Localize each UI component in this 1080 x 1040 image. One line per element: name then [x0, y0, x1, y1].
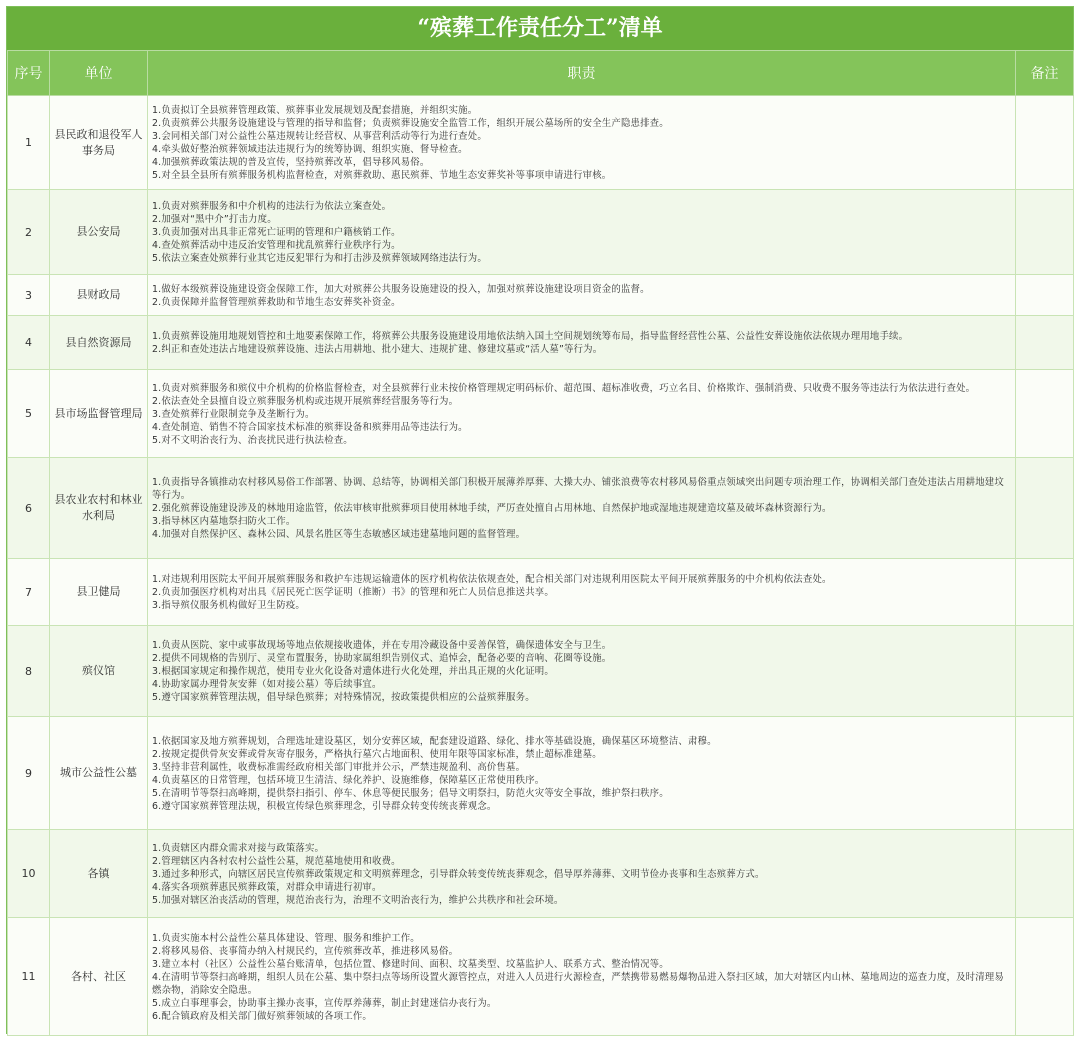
duty-item: 1.依据国家及地方殡葬规划，合理选址建设墓区，划分安葬区域，配套建设道路、绿化、排水等基础设施，确保墓区环境整洁、肃穆。 — [152, 735, 717, 747]
header-duty: 职责 — [148, 51, 1016, 96]
duty-item: 2.提供不同规格的告别厅、灵堂布置服务，协助家属组织告别仪式、追悼会，配备必要的音响、花圈等设施。 — [152, 653, 612, 664]
row-seq: 5 — [8, 370, 50, 458]
table-header-row — [8, 51, 1074, 96]
duty-item: 4.牵头做好整治殡葬领域违法违规行为的统筹协调、组织实施、督导检查。 — [152, 144, 468, 155]
duty-item: 2.纠正和查处违法占地建设殡葬设施、违法占用耕地、批小建大、违规扩建、修建坟墓或“活人墓”等行为。 — [152, 344, 603, 355]
duty-item: 4.负责墓区的日常管理，包括环境卫生清洁、绿化养护、设施维修，保障墓区正常使用秩序。 — [152, 774, 545, 786]
table-row — [8, 96, 1074, 190]
row-duties — [148, 190, 1016, 275]
header-unit: 单位 — [50, 51, 148, 96]
row-unit: 殡仪馆 — [50, 626, 148, 717]
responsibility-sheet — [6, 6, 1074, 1034]
row-unit: 县财政局 — [50, 275, 148, 316]
duty-item: 3.负责加强对出具非正常死亡证明的管理和户籍核销工作。 — [152, 227, 401, 238]
row-seq: 6 — [8, 458, 50, 559]
row-seq: 11 — [8, 918, 50, 1036]
duty-item: 4.在清明节等祭扫高峰期，组织人员在公墓、集中祭扫点等场所设置火源管控点，对进入人员进行火源检查，严禁携带易燃易爆物品进入祭扫区域，加大对辖区内山林、墓地周边的巡查力度，及时清理易燃杂物，消除安全隐患。 — [152, 971, 1004, 996]
row-seq: 8 — [8, 626, 50, 717]
table-row — [8, 316, 1074, 370]
row-duties — [148, 275, 1016, 316]
row-note — [1016, 370, 1074, 458]
row-seq: 2 — [8, 190, 50, 275]
duty-item: 3.查处殡葬行业限制竞争及垄断行为。 — [152, 408, 315, 420]
duty-item: 3.根据国家规定和操作规范，使用专业火化设备对遗体进行火化处理，并出具正规的火化证明。 — [152, 666, 554, 677]
row-duties — [148, 626, 1016, 717]
duty-item: 1.负责指导各镇推动农村移风易俗工作部署、协调、总结等，协调相关部门积极开展薄养厚葬、大操大办、铺张浪费等农村移风易俗重点领域突出问题专项治理工作，协调相关部门查处违法占用耕地建坟等行为。 — [152, 477, 1004, 501]
row-duties — [148, 316, 1016, 370]
table-row — [8, 458, 1074, 559]
duty-item: 5.依法立案查处殡葬行业其它违反犯罪行为和打击涉及殡葬领域网络违法行为。 — [152, 253, 487, 264]
row-seq: 7 — [8, 559, 50, 626]
table-row — [8, 717, 1074, 830]
duty-item: 4.查处制造、销售不符合国家技术标准的殡葬设备和殡葬用品等违法行为。 — [152, 421, 468, 433]
page-title: “殡葬工作责任分工”清单 — [7, 7, 1073, 50]
row-note — [1016, 717, 1074, 830]
duty-item: 1.负责殡葬设施用地规划管控和土地要素保障工作，将殡葬公共服务设施建设用地依法纳入国土空间规划统筹布局，指导监督经营性公墓、公益性安葬设施依法依规办理用地手续。 — [152, 331, 909, 342]
row-seq: 4 — [8, 316, 50, 370]
duty-item: 1.做好本级殡葬设施建设资金保障工作，加大对殡葬公共服务设施建设的投入，加强对殡葬设施建设项目资金的监督。 — [152, 283, 650, 295]
duty-item: 1.负责从医院、家中或事故现场等地点依规接收遗体，并在专用冷藏设备中妥善保管，确保遗体安全与卫生。 — [152, 640, 612, 651]
duty-item: 1.负责实施本村公益性公墓具体建设、管理、服务和维护工作。 — [152, 932, 420, 944]
row-note — [1016, 96, 1074, 190]
table-row — [8, 918, 1074, 1036]
duty-item: 1.负责拟订全县殡葬管理政策、殡葬事业发展规划及配套措施，并组织实施。 — [152, 105, 478, 116]
duty-item: 4.查处殡葬活动中违反治安管理和扰乱殡葬行业秩序行为。 — [152, 240, 401, 251]
row-unit: 县农业农村和林业水利局 — [50, 458, 148, 559]
duty-item: 3.坚持非营利属性，收费标准需经政府相关部门审批并公示，严禁违规盈利、高价售墓。 — [152, 761, 526, 773]
duty-item: 2.依法查处全县擅自设立殡葬服务机构或违规开展殡葬经营服务等行为。 — [152, 395, 459, 407]
row-duties — [148, 830, 1016, 918]
row-duties — [148, 96, 1016, 190]
duty-item: 5.在清明节等祭扫高峰期，提供祭扫指引、停车、休息等便民服务；倡导文明祭扫，防范火灾等安全事故，维护祭扫秩序。 — [152, 787, 669, 799]
duty-item: 1.负责对殡葬服务和殡仪中介机构的价格监督检查，对全县殡葬行业未按价格管理规定明码标价、超范围、超标准收费，巧立名目、价格欺诈、强制消费、只收费不服务等违法行为依法进行查处。 — [152, 382, 976, 394]
row-note — [1016, 918, 1074, 1036]
duty-item: 5.成立白事理事会，协助事主操办丧事，宣传厚养薄葬，制止封建迷信办丧行为。 — [152, 997, 497, 1009]
duty-item: 1.对违规利用医院太平间开展殡葬服务和救护车违规运输遗体的医疗机构依法依规查处，配合相关部门对违规利用医院太平间开展殡葬服务的中介机构依法查处。 — [152, 574, 832, 585]
duty-item: 6.配合镇政府及相关部门做好殡葬领域的各项工作。 — [152, 1010, 372, 1022]
table-body — [8, 96, 1074, 1036]
duty-item: 2.负责殡葬公共服务设施建设与管理的指导和监督；负责殡葬设施安全监管工作，组织开展公墓场所的安全生产隐患排查。 — [152, 118, 669, 129]
row-unit: 县市场监督管理局 — [50, 370, 148, 458]
row-duties — [148, 370, 1016, 458]
duty-item: 2.负责加强医疗机构对出具《居民死亡医学证明（推断）书》的管理和死亡人员信息推送共享。 — [152, 587, 554, 598]
row-unit: 各村、社区 — [50, 918, 148, 1036]
table-row — [8, 559, 1074, 626]
header-seq: 序号 — [8, 51, 50, 96]
row-note — [1016, 830, 1074, 918]
row-duties — [148, 717, 1016, 830]
row-seq: 1 — [8, 96, 50, 190]
duty-item: 2.将移风易俗、丧事简办纳入村规民约，宣传殡葬改革，推进移风易俗。 — [152, 945, 459, 957]
duty-item: 3.指导林区内墓地祭扫防火工作。 — [152, 516, 296, 527]
row-unit: 城市公益性公墓 — [50, 717, 148, 830]
row-note — [1016, 559, 1074, 626]
row-note — [1016, 316, 1074, 370]
duty-item: 5.对不文明治丧行为、治丧扰民进行执法检查。 — [152, 434, 353, 446]
header-note: 备注 — [1016, 51, 1074, 96]
duty-item: 4.加强殡葬政策法规的普及宣传，坚持殡葬改革，倡导移风易俗。 — [152, 157, 430, 168]
duty-item: 4.协助家属办理骨灰安葬（如对接公墓）等后续事宜。 — [152, 679, 382, 690]
row-unit: 县公安局 — [50, 190, 148, 275]
row-unit: 县民政和退役军人事务局 — [50, 96, 148, 190]
duty-item: 1.负责辖区内群众需求对接与政策落实。 — [152, 842, 325, 854]
row-duties — [148, 458, 1016, 559]
row-unit: 县自然资源局 — [50, 316, 148, 370]
row-duties — [148, 559, 1016, 626]
table-row — [8, 370, 1074, 458]
duty-item: 3.指导殡仪服务机构做好卫生防疫。 — [152, 600, 305, 611]
table-row — [8, 626, 1074, 717]
table-row — [8, 830, 1074, 918]
table-row — [8, 190, 1074, 275]
duty-item: 2.强化殡葬设施建设涉及的林地用途监管，依法审核审批殡葬项目使用林地手续，严厉查处擅自占用林地、自然保护地或湿地违规建造坟墓及破坏森林资源行为。 — [152, 503, 832, 514]
row-unit: 县卫健局 — [50, 559, 148, 626]
duty-item: 3.通过多种形式，向辖区居民宣传殡葬政策规定和文明殡葬理念，引导群众转变传统丧葬观念，倡导厚养薄葬、文明节俭办丧事和生态殡葬方式。 — [152, 868, 765, 880]
responsibility-table — [7, 50, 1074, 1036]
duty-item: 2.加强对“黑中介”打击力度。 — [152, 214, 277, 225]
duty-item: 3.建立本村（社区）公益性公墓台账清单，包括位置、修建时间、面积、坟墓类型、坟墓监护人、联系方式、整治情况等。 — [152, 958, 669, 970]
duty-item: 3.会同相关部门对公益性公墓违规转让经营权、从事营利活动等行为进行查处。 — [152, 131, 487, 142]
duty-item: 1.负责对殡葬服务和中介机构的违法行为依法立案查处。 — [152, 201, 392, 212]
row-seq: 9 — [8, 717, 50, 830]
duty-item: 4.落实各项殡葬惠民殡葬政策，对群众申请进行初审。 — [152, 881, 382, 893]
duty-item: 5.加强对辖区治丧活动的管理，规范治丧行为，治理不文明治丧行为，维护公共秩序和社会环境。 — [152, 894, 564, 906]
row-seq: 10 — [8, 830, 50, 918]
row-note — [1016, 190, 1074, 275]
duty-item: 4.加强对自然保护区、森林公园、风景名胜区等生态敏感区域违建墓地问题的监督管理。 — [152, 529, 526, 540]
row-duties — [148, 918, 1016, 1036]
row-note — [1016, 275, 1074, 316]
row-note — [1016, 458, 1074, 559]
row-seq: 3 — [8, 275, 50, 316]
duty-item: 5.遵守国家殡葬管理法规，倡导绿色殡葬；对特殊情况，按政策提供相应的公益殡葬服务。 — [152, 692, 535, 703]
duty-item: 2.管理辖区内各村农村公益性公墓，规范墓地使用和收费。 — [152, 855, 401, 867]
row-unit: 各镇 — [50, 830, 148, 918]
duty-item: 6.遵守国家殡葬管理法规，积极宣传绿色殡葬理念，引导群众转变传统丧葬观念。 — [152, 800, 497, 812]
duty-item: 5.对全县全县所有殡葬服务机构监督检查，对殡葬救助、惠民殡葬、节地生态安葬奖补等事项申请进行审核。 — [152, 170, 612, 181]
table-row — [8, 275, 1074, 316]
duty-item: 2.负责保障并监督管理殡葬救助和节地生态安葬奖补资金。 — [152, 296, 401, 308]
duty-item: 2.按规定提供骨灰安葬或骨灰寄存服务，严格执行墓穴占地面积、使用年限等国家标准，禁止超标准建墓。 — [152, 748, 602, 760]
row-note — [1016, 626, 1074, 717]
